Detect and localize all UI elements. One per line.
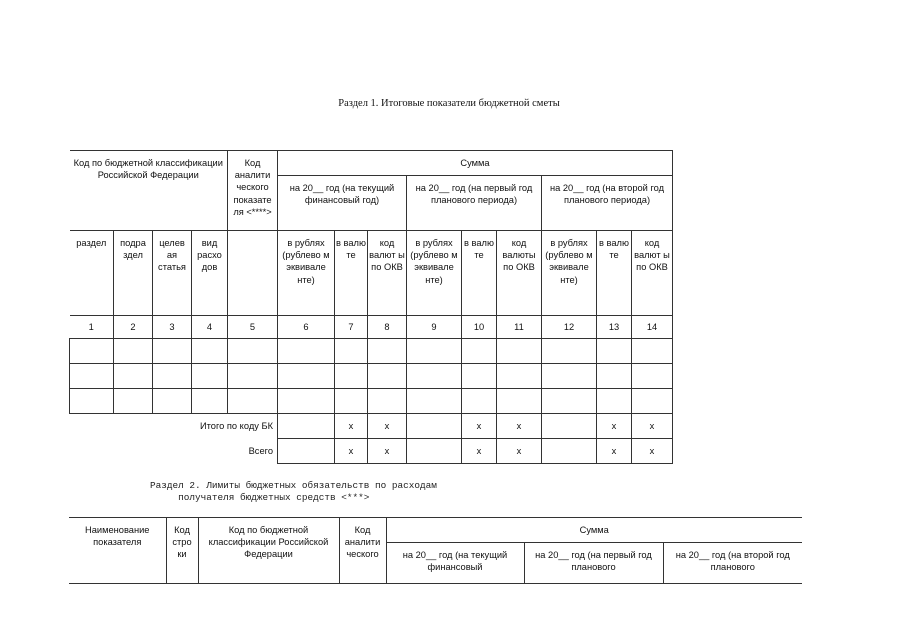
s2-header-name: Наименование показателя <box>69 518 166 584</box>
header-okv-1: код валют ы по ОКВ <box>368 231 407 316</box>
col-num: 9 <box>407 316 462 339</box>
itogo-row <box>70 414 673 439</box>
col-num: 6 <box>278 316 335 339</box>
section1-table <box>69 150 673 464</box>
x-mark: x <box>462 414 497 439</box>
section2-title <box>150 480 437 503</box>
x-mark: x <box>597 439 632 464</box>
x-mark: x <box>597 414 632 439</box>
section2-title-line2: получателя бюджетных средств <***> <box>150 491 370 503</box>
col-num: 14 <box>632 316 673 339</box>
header-val-3: в валю те <box>597 231 632 316</box>
header-sum: Сумма <box>278 151 673 176</box>
s2-header-year1: на 20__ год (на текущий финансовый <box>386 543 524 584</box>
col-num: 3 <box>153 316 192 339</box>
vsego-label: Всего <box>70 439 278 464</box>
header-vid: вид расхо дов <box>192 231 228 316</box>
header-analytic-blank <box>228 231 278 316</box>
x-mark: x <box>368 439 407 464</box>
header-code-analytic: Код аналити ческого показате ля <****> <box>228 151 278 231</box>
header-razdel: раздел <box>70 231 114 316</box>
header-celevaya: целев ая статья <box>153 231 192 316</box>
section2-table <box>69 517 802 584</box>
s2-header-year2: на 20__ год (на первый год планового <box>524 543 663 584</box>
s2-header-sum: Сумма <box>386 518 802 543</box>
col-num: 11 <box>497 316 542 339</box>
table-row <box>70 339 673 364</box>
col-num: 2 <box>114 316 153 339</box>
x-mark: x <box>632 439 673 464</box>
header-okv-3: код валют ы по ОКВ <box>632 231 673 316</box>
col-num: 8 <box>368 316 407 339</box>
header-year2: на 20__ год (на первый год планового периода) <box>407 176 542 231</box>
header-rub-3: в рублях (рублево м эквивале нте) <box>542 231 597 316</box>
s2-header-code-analytic: Код аналити ческого <box>339 518 386 584</box>
column-numbers-row <box>70 316 673 339</box>
col-num: 5 <box>228 316 278 339</box>
header-podrazdel: подра здел <box>114 231 153 316</box>
header-year1: на 20__ год (на текущий финансовый год) <box>278 176 407 231</box>
x-mark: x <box>497 439 542 464</box>
s2-header-year3: на 20__ год (на второй год планового <box>663 543 802 584</box>
col-num: 12 <box>542 316 597 339</box>
x-mark: x <box>462 439 497 464</box>
section2-title-line1: Раздел 2. Лимиты бюджетных обязательств по расходам <box>150 480 437 491</box>
header-code-bk: Код по бюджетной классификации Российской Федерации <box>70 151 228 231</box>
section1-title: Раздел 1. Итоговые показатели бюджетной сметы <box>338 98 560 109</box>
col-num: 4 <box>192 316 228 339</box>
col-num: 13 <box>597 316 632 339</box>
header-okv-2: код валюты по ОКВ <box>497 231 542 316</box>
x-mark: x <box>335 439 368 464</box>
itogo-label: Итого по коду БК <box>70 414 278 439</box>
x-mark: x <box>497 414 542 439</box>
header-rub-1: в рублях (рублево м эквивале нте) <box>278 231 335 316</box>
s2-header-code-row: Код стро ки <box>166 518 198 584</box>
x-mark: x <box>335 414 368 439</box>
x-mark: x <box>632 414 673 439</box>
header-year3: на 20__ год (на второй год планового периода) <box>542 176 673 231</box>
col-num: 7 <box>335 316 368 339</box>
s2-header-code-bk: Код по бюджетной классификации Российской Федерации <box>198 518 339 584</box>
header-val-2: в валю те <box>462 231 497 316</box>
header-val-1: в валю те <box>335 231 368 316</box>
col-num: 1 <box>70 316 114 339</box>
header-rub-2: в рублях (рублево м эквивале нте) <box>407 231 462 316</box>
col-num: 10 <box>462 316 497 339</box>
vsego-row <box>70 439 673 464</box>
table-row <box>70 364 673 389</box>
table-row <box>70 389 673 414</box>
x-mark: x <box>368 414 407 439</box>
